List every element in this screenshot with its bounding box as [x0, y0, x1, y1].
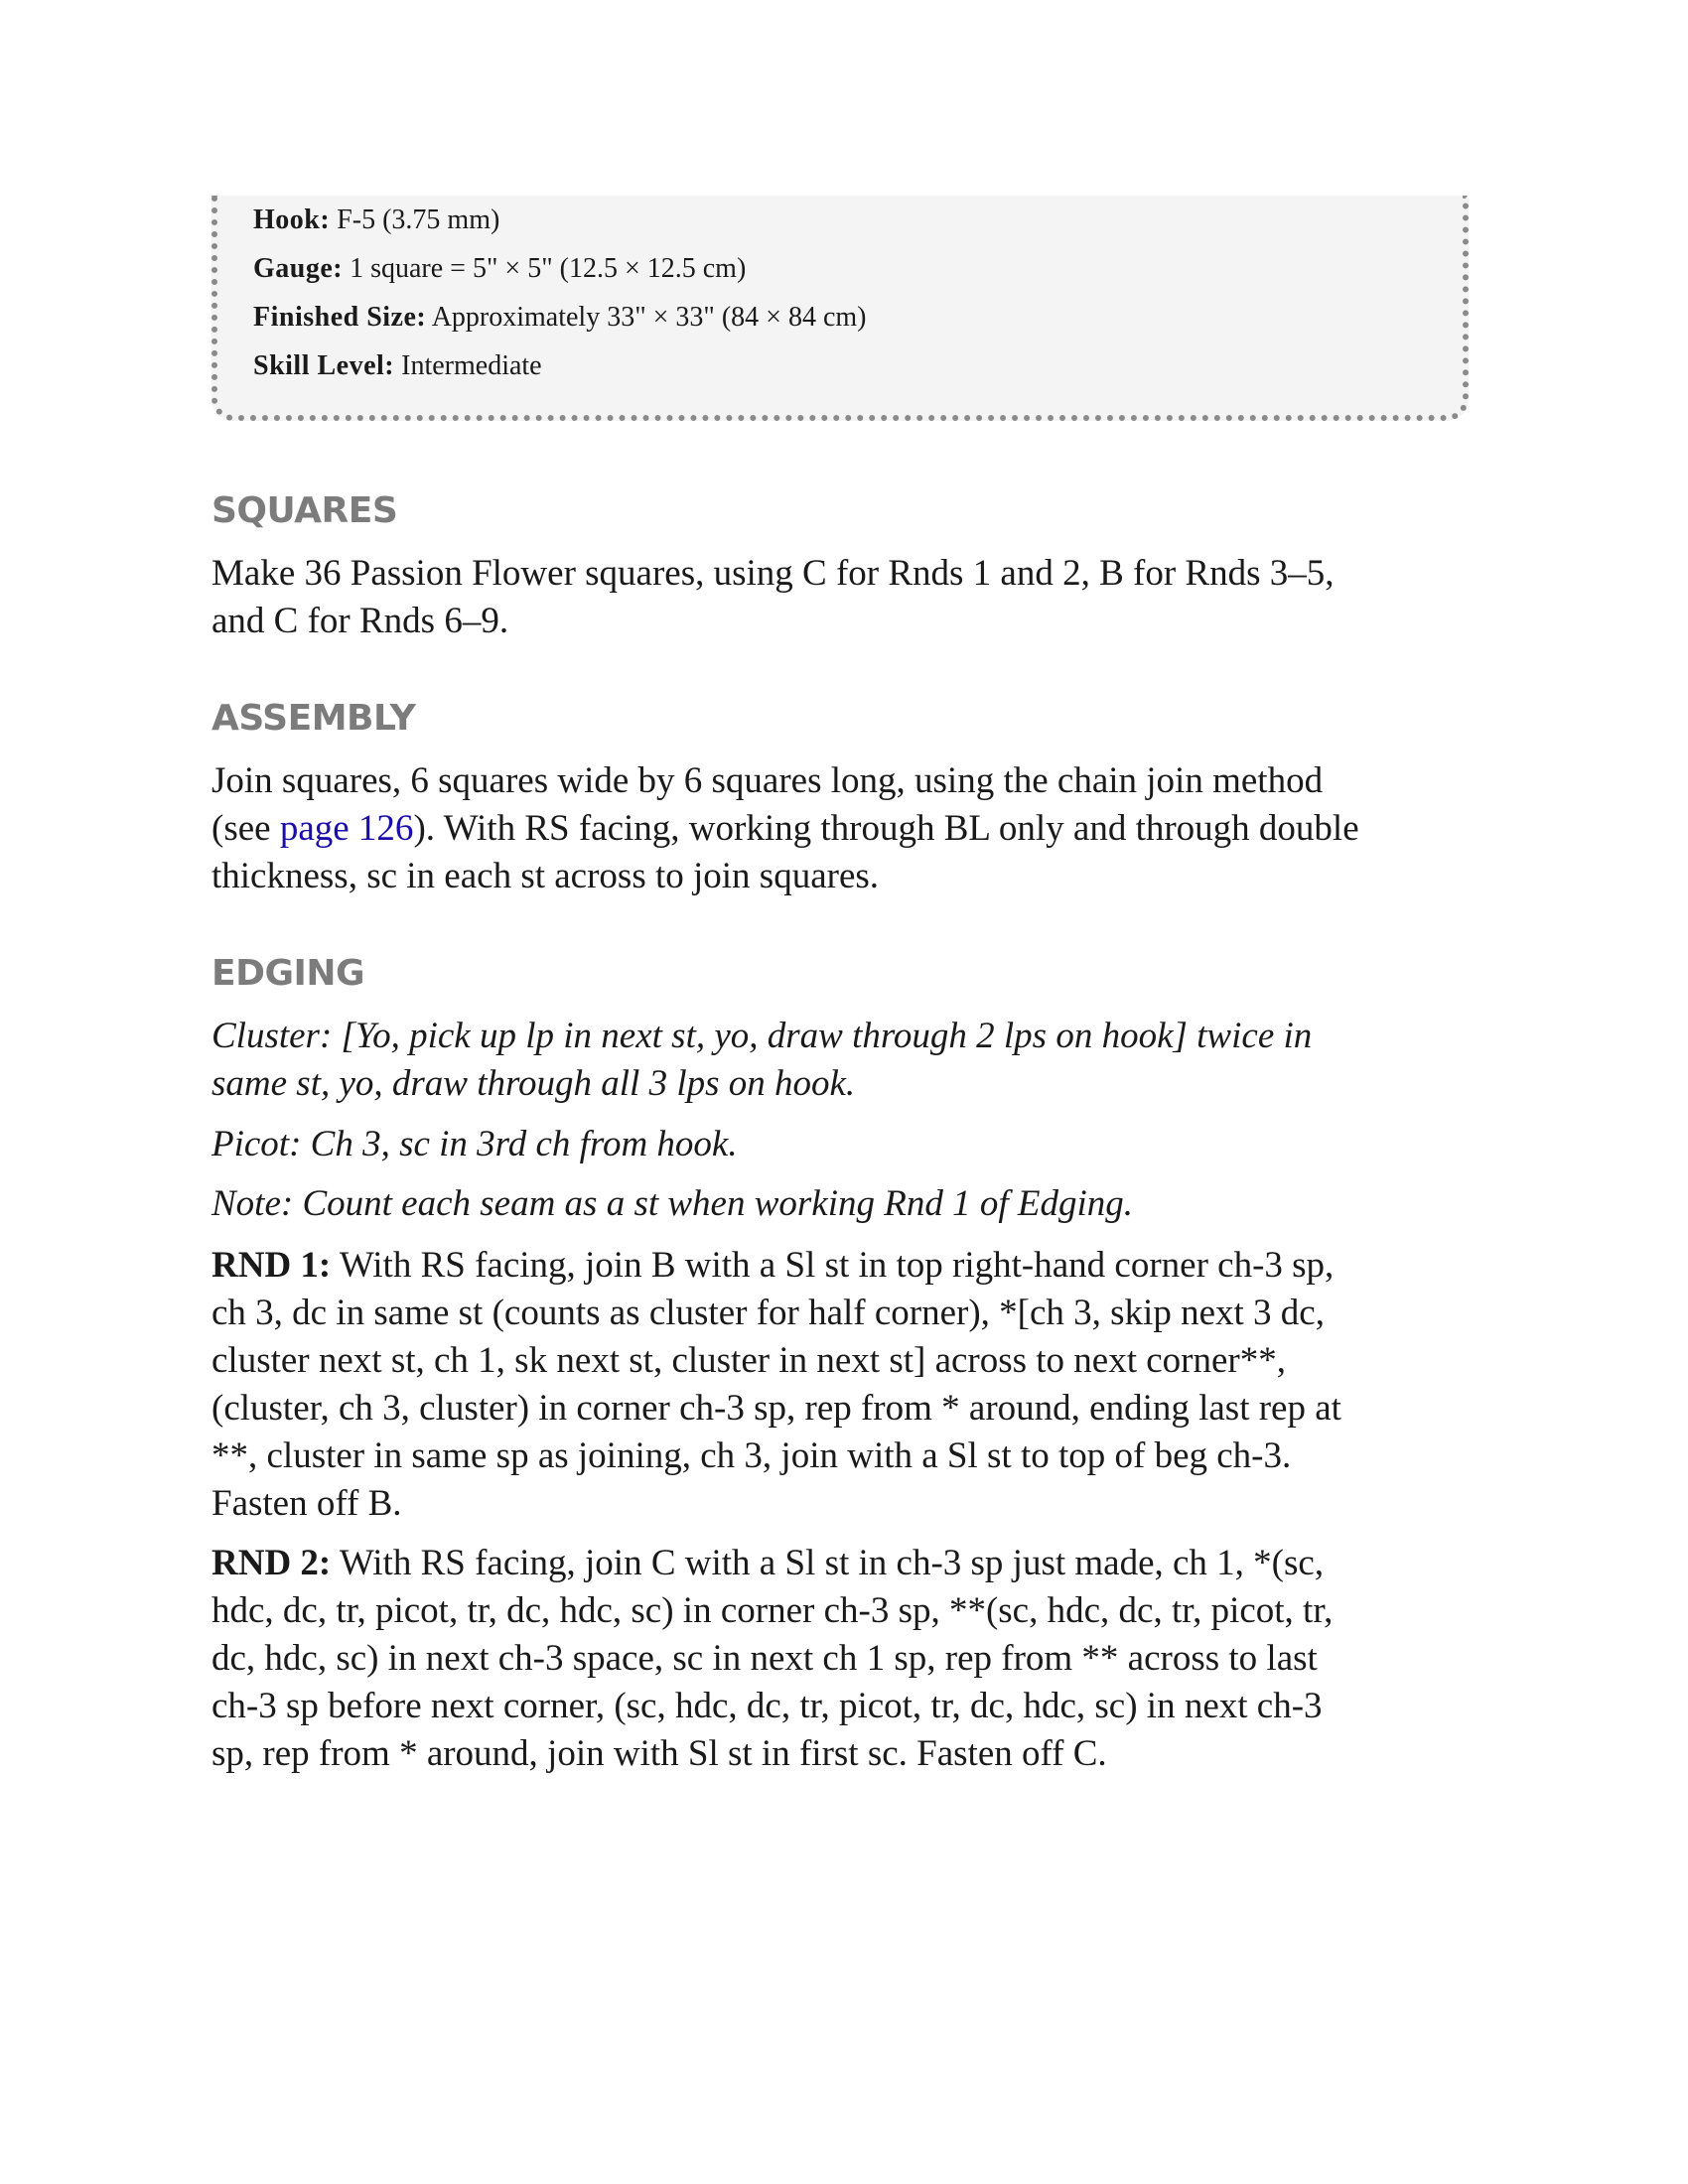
- rnd1-line: ch 3, dc in same st (counts as cluster for half corner), *[ch 3, skip next 3 dc,: [211, 1293, 1325, 1333]
- skill-level-label: Skill Level:: [253, 350, 395, 381]
- rnd1-line: Fasten off B.: [211, 1483, 402, 1524]
- hook-value: F-5 (3.75 mm): [330, 205, 500, 235]
- finished-size-label: Finished Size:: [253, 302, 427, 333]
- materials-box: [211, 196, 1469, 421]
- rnd2-line: hdc, dc, tr, picot, tr, dc, hdc, sc) in corner ch-3 sp, **(sc, hdc, dc, tr, picot, tr,: [211, 1590, 1334, 1631]
- skill-level-value: Intermediate: [394, 350, 542, 381]
- page-link[interactable]: page 126: [279, 808, 414, 849]
- picot-definition: Picot: Ch 3, sc in 3rd ch from hook.: [211, 1124, 738, 1164]
- rnd1-line: cluster next st, ch 1, sk next st, cluster in next st] across to next corner**,: [211, 1340, 1286, 1381]
- assembly-line: (see: [211, 808, 280, 849]
- rnd1-line: With RS facing, join B with a Sl st in top right-hand corner ch-3 sp,: [331, 1245, 1335, 1286]
- assembly-paragraph: [211, 757, 1482, 900]
- rnd2-line: With RS facing, join C with a Sl st in ch-3 sp just made, ch 1, *(sc,: [331, 1543, 1325, 1583]
- squares-line: Make 36 Passion Flower squares, using C for Rnds 1 and 2, B for Rnds 3–5,: [211, 553, 1335, 594]
- rnd2-line: sp, rep from * around, join with Sl st in first sc. Fasten off C.: [211, 1733, 1107, 1774]
- finished-size-value: Approximately 33" × 33" (84 × 84 cm): [426, 302, 867, 333]
- cluster-line: same st, yo, draw through all 3 lps on hook.: [211, 1063, 856, 1104]
- assembly-line: ). With RS facing, working through BL only and through double: [413, 808, 1359, 849]
- squares-paragraph: [211, 550, 1482, 645]
- rnd2-label: RND 2:: [211, 1543, 332, 1583]
- gauge-value: 1 square = 5" × 5" (12.5 × 12.5 cm): [343, 253, 747, 284]
- gauge-spec: [253, 244, 1463, 293]
- rnd1-line: **, cluster in same sp as joining, ch 3, join with a Sl st to top of beg ch-3.: [211, 1435, 1292, 1476]
- rnd2-line: dc, hdc, sc) in next ch-3 space, sc in next ch 1 sp, rep from ** across to last: [211, 1638, 1318, 1679]
- hook-label: Hook:: [253, 205, 331, 235]
- rnd2-line: ch-3 sp before next corner, (sc, hdc, dc, tr, picot, tr, dc, hdc, sc) in next ch-3: [211, 1686, 1323, 1726]
- rnd1-line: (cluster, ch 3, cluster) in corner ch-3 sp, rep from * around, ending last rep at: [211, 1388, 1341, 1429]
- cluster-definition: [211, 1013, 1482, 1108]
- gauge-label: Gauge:: [253, 253, 344, 284]
- rnd1-label: RND 1:: [211, 1245, 332, 1286]
- edging-note: Note: Count each seam as a st when working Rnd 1 of Edging.: [211, 1183, 1134, 1224]
- hook-spec: [253, 196, 1463, 244]
- assembly-heading: ASSEMBLY: [211, 698, 416, 739]
- skill-level-spec: [253, 341, 1463, 390]
- squares-line: and C for Rnds 6–9.: [211, 601, 509, 641]
- edging-heading: EDGING: [211, 953, 365, 994]
- cluster-line: Cluster: [Yo, pick up lp in next st, yo, draw through 2 lps on hook] twice in: [211, 1016, 1313, 1056]
- squares-heading: SQUARES: [211, 490, 398, 531]
- assembly-line: thickness, sc in each st across to join squares.: [211, 856, 880, 896]
- rnd1-instructions: [211, 1242, 1482, 1528]
- finished-size-spec: [253, 293, 1463, 341]
- assembly-line: Join squares, 6 squares wide by 6 squares long, using the chain join method: [211, 760, 1324, 801]
- rnd2-instructions: [211, 1540, 1482, 1778]
